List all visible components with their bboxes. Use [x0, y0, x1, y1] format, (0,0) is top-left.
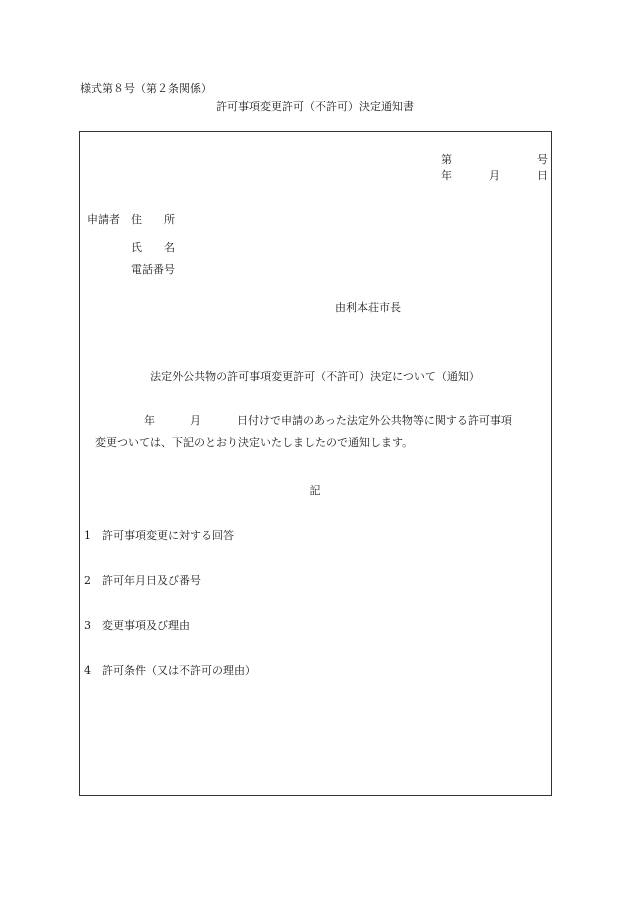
- applicant-heading: 申請者: [87, 213, 120, 226]
- date-month-label: 月: [489, 169, 500, 182]
- item-text: 許可事項変更に対する回答: [102, 529, 234, 542]
- subject-line: 法定外公共物の許可事項変更許可（不許可）決定について（通知）: [150, 370, 480, 383]
- body-line-1: 日付けで申請のあった法定外公共物等に関する許可事項: [237, 414, 512, 427]
- list-item: [84, 575, 201, 586]
- address-label-char-2: 所: [164, 213, 175, 226]
- item-text: 変更事項及び理由: [102, 619, 190, 632]
- ki-heading: 記: [309, 484, 321, 497]
- form-frame: [79, 131, 552, 796]
- item-text: 許可年月日及び番号: [102, 574, 201, 587]
- address-label: [131, 214, 175, 225]
- item-number: 3: [84, 619, 91, 632]
- number-suffix: 号: [537, 153, 548, 166]
- item-number: 4: [84, 664, 91, 677]
- list-item: [84, 620, 190, 631]
- date-day-label: 日: [537, 169, 548, 182]
- body-month-label: 月: [190, 414, 201, 427]
- address-label-char-1: 住: [131, 213, 142, 226]
- item-number: 2: [84, 574, 91, 587]
- number-prefix: 第: [441, 153, 452, 166]
- list-item: [84, 530, 234, 541]
- name-label-char-2: 名: [164, 241, 175, 254]
- issuer-name: 由利本荘市長: [335, 301, 401, 314]
- body-year-label: 年: [144, 414, 155, 427]
- item-text: 許可条件（又は不許可の理由）: [102, 664, 256, 677]
- list-item: [84, 665, 256, 676]
- document-title: 許可事項変更許可（不許可）決定通知書: [216, 100, 414, 113]
- form-number-label: 様式第８号（第２条関係）: [80, 82, 212, 95]
- name-label: [131, 242, 175, 253]
- phone-label: 電話番号: [131, 263, 175, 276]
- date-year-label: 年: [441, 169, 452, 182]
- name-label-char-1: 氏: [131, 241, 142, 254]
- item-number: 1: [84, 529, 91, 542]
- body-line-2: 変更ついては、下記のとおり決定いたしましたので通知します。: [95, 436, 414, 449]
